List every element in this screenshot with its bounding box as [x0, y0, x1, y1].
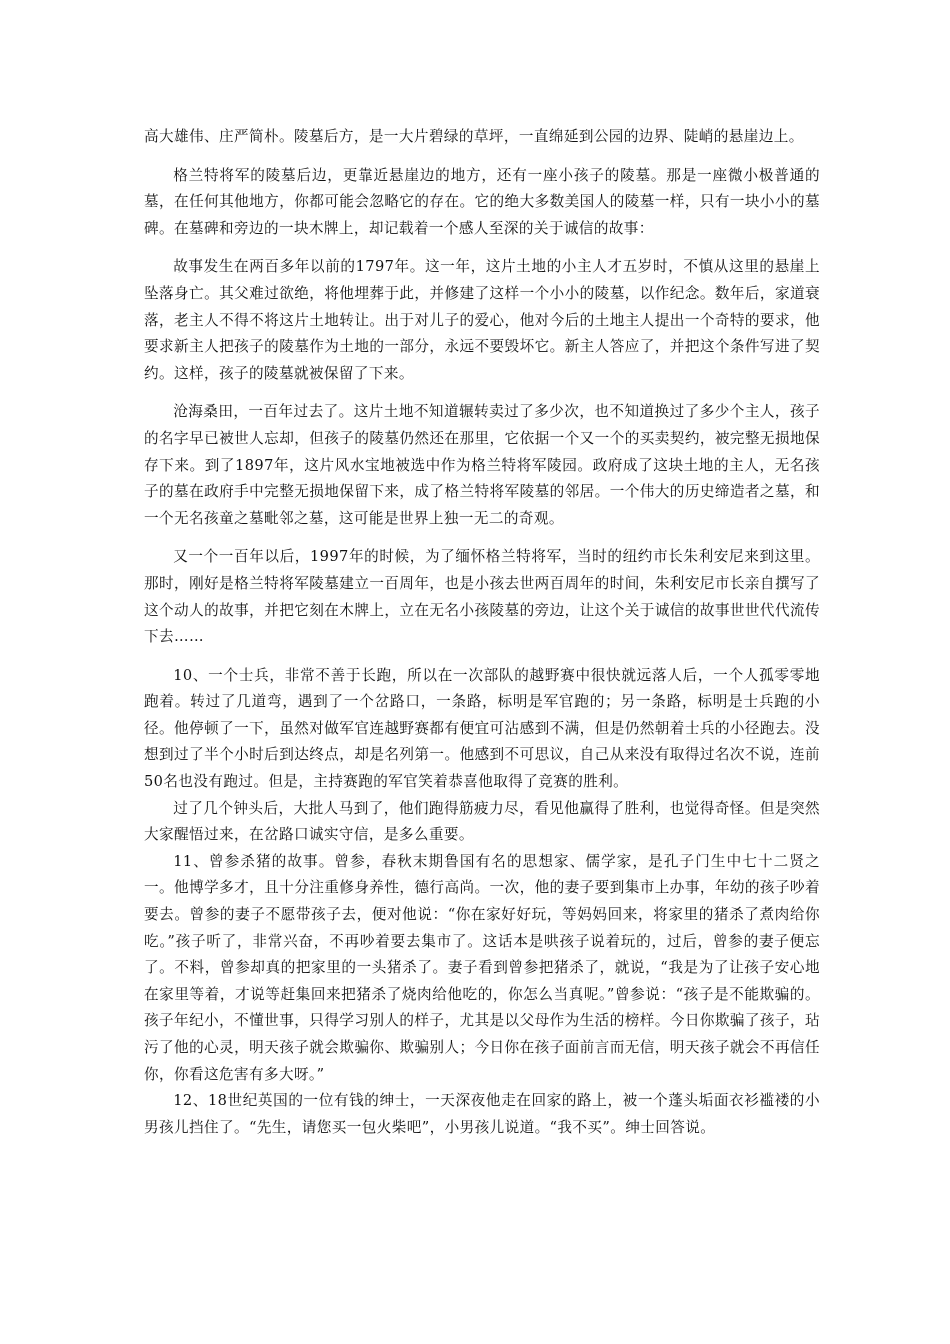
- paragraph-zengshen-pig: 11、曾参杀猪的故事。曾参，春秋末期鲁国有名的思想家、儒学家，是孔子门生中七十二贤之一。他博学多才，且十分注重修身养性，德行高尚。一次，他的妻子要到集市上办事，年幼的孩子吵着要去。曾参的妻子不愿带孩子去，便对他说：“你在家好好玩，等妈妈回来，将家里的猪杀了煮肉给你吃。”孩子听了，非常兴奋，不再吵着要去集市了。这话本是哄孩子说着玩的，过后，曾参的妻子便忘了。不料，曾参却真的把家里的一头猪杀了。妻子看到曾参把猪杀了，就说，“我是为了让孩子安心地在家里等着，才说等赶集回来把猪杀了烧肉给他吃的，你怎么当真呢。”曾参说：“孩子是不能欺骗的。孩子年纪小，不懂世事，只得学习别人的样子，尤其是以父母作为生活的榜样。今日你欺骗了孩子，玷污了他的心灵，明天孩子就会欺骗你、欺骗别人；今日你在孩子面前言而无信，明天孩子就会不再信任你，你看这危害有多大呀。”: [144, 852, 820, 1083]
- paragraph-story-1797: 故事发生在两百多年以前的1797年。这一年，这片土地的小主人才五岁时，不慎从这里的悬崖上坠落身亡。其父难过欲绝，将他埋葬于此，并修建了这样一个小小的陵墓，以作纪念。数年后，家道衰落，老主人不得不将这片土地转让。出于对儿子的爱心，他对今后的土地主人提出一个奇特的要求，他要求新主人把孩子的陵墓作为土地的一部分，永远不要毁坏它。新主人答应了，并把这个条件写进了契约。这样，孩子的陵墓就被保留了下来。: [144, 258, 820, 382]
- paragraph-soldier-conclusion: 过了几个钟头后，大批人马到了，他们跑得筋疲力尽，看见他赢得了胜利，也觉得奇怪。但是突然大家醒悟过来，在岔路口诚实守信，是多么重要。: [144, 799, 820, 844]
- paragraph-hundred-years: 沧海桑田，一百年过去了。这片土地不知道辗转卖过了多少次，也不知道换过了多少个主人，孩子的名字早已被世人忘却，但孩子的陵墓仍然还在那里，它依据一个又一个的买卖契约，被完整无损地保存下来。到了1897年，这片风水宝地被选中作为格兰特将军陵园。政府成了这块土地的主人，无名孩子的墓在政府手中完整无损地保留下来，成了格兰特将军陵墓的邻居。一个伟大的历史缔造者之墓，和一个无名孩童之墓毗邻之墓，这可能是世界上独一无二的奇观。: [144, 403, 820, 527]
- paragraph-soldier-race: 10、一个士兵，非常不善于长跑，所以在一次部队的越野赛中很快就远落人后，一个人孤零零地跑着。转过了几道弯，遇到了一个岔路口，一条路，标明是军官跑的；另一条路，标明是士兵跑的小径。他停顿了一下，虽然对做军官连越野赛都有便宜可沾感到不满，但是仍然朝着士兵的小径跑去。没想到过了半个小时后到达终点，却是名列第一。他感到不可思议，自己从来没有取得过名次不说，连前50名也没有跑过。但是，主持赛跑的军官笑着恭喜他取得了竞赛的胜利。: [144, 666, 820, 791]
- paragraph-gentleman-matches: 12、18世纪英国的一位有钱的绅士，一天深夜他走在回家的路上，被一个蓬头垢面衣衫褴褛的小男孩儿挡住了。“先生，请您买一包火柴吧”，小男孩儿说道。“我不买”。绅士回答说。: [144, 1092, 820, 1136]
- document-body: [144, 124, 820, 1141]
- paragraph-child-tomb: 格兰特将军的陵墓后边，更靠近悬崖边的地方，还有一座小孩子的陵墓。那是一座微小极普通的墓，在任何其他地方，你都可能会忽略它的存在。它的绝大多数美国人的陵墓一样，只有一块小小的墓碑。在墓碑和旁边的一块木牌上，却记载着一个感人至深的关于诚信的故事：: [144, 166, 820, 237]
- paragraph-mausoleum-lawn: 高大雄伟、庄严简朴。陵墓后方，是一大片碧绿的草坪，一直绵延到公园的边界、陡峭的悬崖边上。: [144, 128, 804, 145]
- paragraph-1997-mayor: 又一个一百年以后，1997年的时候，为了缅怀格兰特将军，当时的纽约市长朱利安尼来到这里。那时，刚好是格兰特将军陵墓建立一百周年，也是小孩去世两百周年的时间，朱利安尼市长亲自撰写了这个动人的故事，并把它刻在木牌上，立在无名小孩陵墓的旁边，让这个关于诚信的故事世世代代流传下去……: [144, 548, 820, 646]
